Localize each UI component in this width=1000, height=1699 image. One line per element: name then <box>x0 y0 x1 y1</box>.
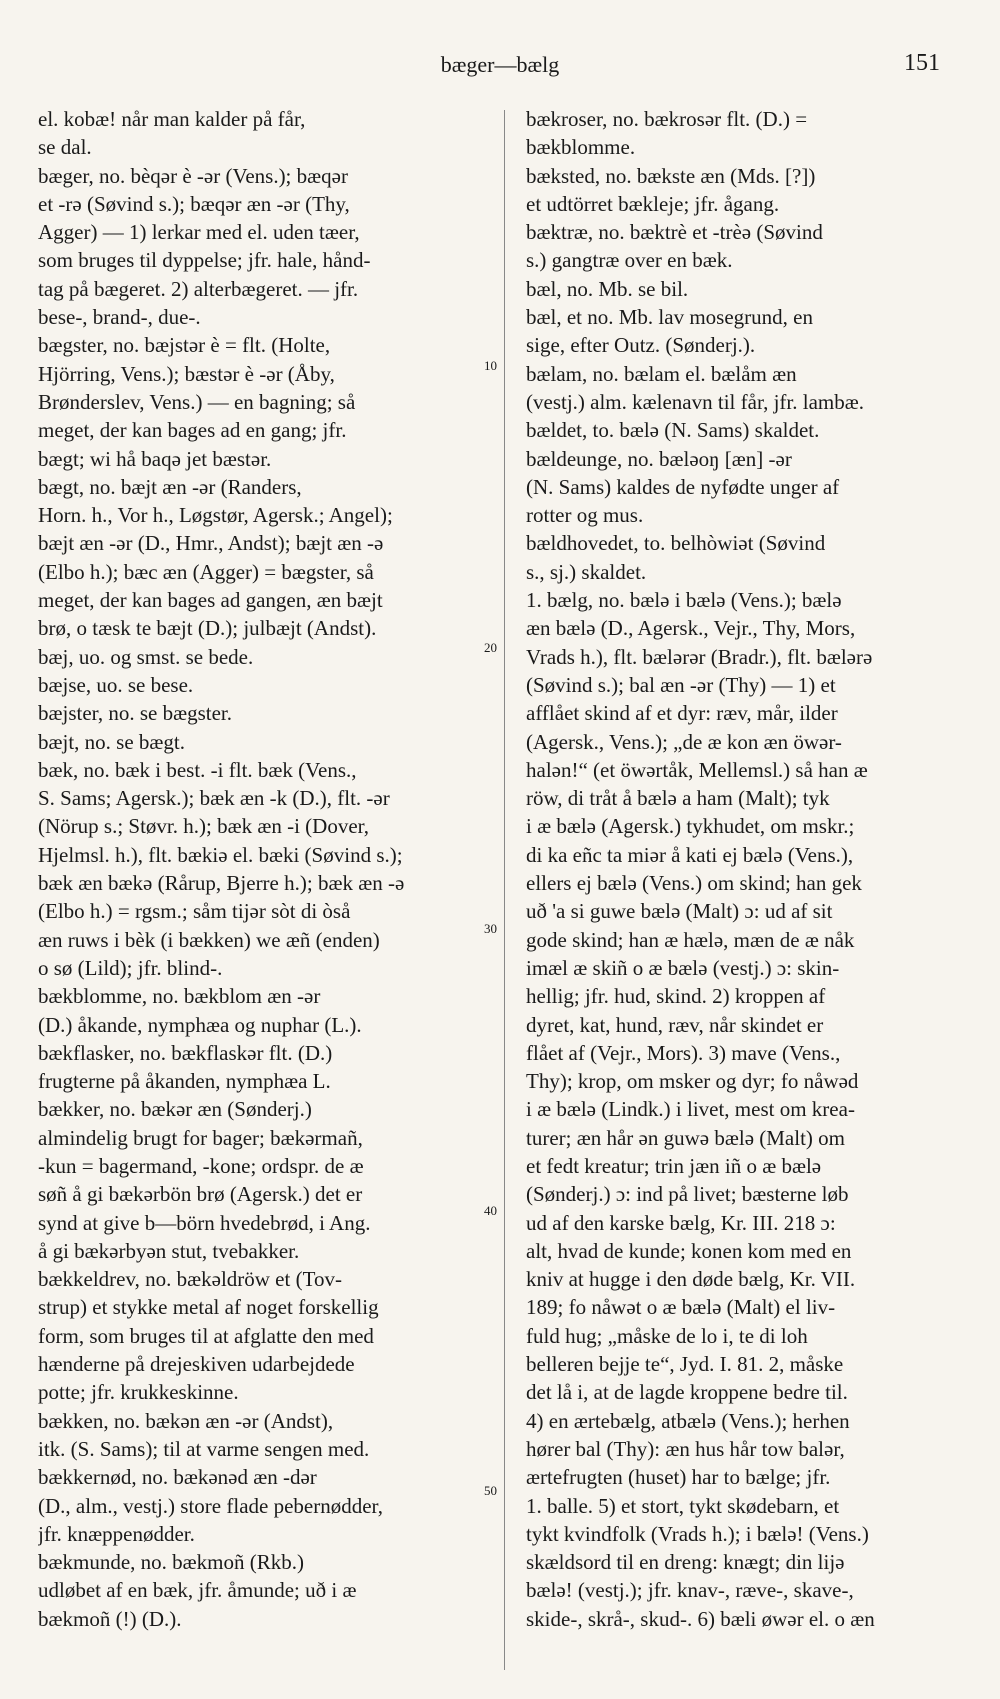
text-line: bæjster, no. se bægster. <box>38 701 232 726</box>
text-line: bæger, no. bèqər è -ər (Vens.); bæqər <box>38 163 348 188</box>
text-line: (Elbo h.) = rgsm.; såm tijər sòt di òså <box>38 899 351 924</box>
text-line: (Nörup s.; Støvr. h.); bæk æn -i (Dover, <box>38 814 370 839</box>
text-line: i æ bælə (Lindk.) i livet, mest om krea- <box>526 1097 855 1122</box>
text-line: (Agersk., Vens.); „de æ kon æn öwər- <box>526 729 842 754</box>
text-line: kniv at hugge i den døde bælg, Kr. VII. <box>526 1267 856 1292</box>
text-line: bælə! (vestj.); jfr. knav-, ræve-, skave-, <box>526 1578 854 1603</box>
text-line: bækblomme, no. bækblom æn -ər <box>38 984 321 1009</box>
text-line: bæl, et no. Mb. lav mosegrund, en <box>526 305 813 330</box>
text-line: bese-, brand-, due-. <box>38 305 201 330</box>
text-line: hænderne på drejeskiven udarbejdede <box>38 1352 355 1377</box>
running-head: bæger—bælg <box>440 52 560 77</box>
text-line: almindelig brugt for bager; bækərmañ, <box>38 1125 363 1150</box>
text-line: halən!“ (et öwərtåk, Mellemsl.) så han æ <box>526 757 868 782</box>
page-number: 151 <box>904 50 940 76</box>
text-line: (Søvind s.); bal æn -ər (Thy) — 1) et <box>526 672 836 697</box>
text-line: bæjt, no. se bægt. <box>38 729 186 754</box>
text-line: meget, der kan bages ad gangen, æn bæjt <box>38 588 383 613</box>
text-line: bægt, no. bæjt æn -ər (Randers, <box>38 474 302 499</box>
text-line: bæj, uo. og smst. se bede. <box>38 644 254 669</box>
text-line: se dal. <box>38 135 92 160</box>
text-line: skældsord til en dreng: knægt; din lijə <box>526 1550 845 1575</box>
text-line: tykt kvindfolk (Vrads h.); i bælə! (Vens.) <box>526 1521 869 1546</box>
text-line: Hjelmsl. h.), flt. bækiə el. bæki (Søvind s.); <box>38 842 403 867</box>
text-line: bægt; wi hå baqə jet bæstər. <box>38 446 272 471</box>
text-line: form, som bruges til at afglatte den med <box>38 1323 374 1348</box>
text-line: belleren bejje te“, Jyd. I. 81. 2, måske <box>526 1352 844 1377</box>
text-line: synd at give b—börn hvedebrød, i Ang. <box>38 1210 371 1235</box>
text-line: 4) en ærtebælg, atbælə (Vens.); herhen <box>526 1408 850 1433</box>
line-number: 50 <box>484 1483 497 1498</box>
text-line: bæk æn bækə (Rårup, Bjerre h.); bæk æn -ə <box>38 871 405 896</box>
text-line: Thy); krop, om msker og dyr; fo nåwəd <box>526 1069 859 1094</box>
line-number: 40 <box>484 1203 497 1218</box>
text-line: 1. balle. 5) et stort, tykt skødebarn, et <box>526 1493 840 1518</box>
text-line: Brønderslev, Vens.) — en bagning; så <box>38 389 356 414</box>
text-line: bækken, no. bækən æn -ər (Andst), <box>38 1408 334 1433</box>
text-line: bæktræ, no. bæktrè et -trèə (Søvind <box>526 220 823 245</box>
text-line: itk. (S. Sams); til at varme sengen med. <box>38 1436 370 1461</box>
text-line: et udtörret bækleje; jfr. ågang. <box>526 191 780 216</box>
text-line: (vestj.) alm. kælenavn til får, jfr. lambæ. <box>526 389 864 414</box>
text-line: bækblomme. <box>526 135 636 160</box>
text-line: bæl, no. Mb. se bil. <box>526 276 689 301</box>
text-line: fuld hug; „måske de lo i, te di loh <box>526 1323 808 1348</box>
text-line: -kun = bagermand, -kone; ordspr. de æ <box>38 1153 364 1178</box>
text-line: 189; fo nåwət o æ bælə (Malt) el liv- <box>526 1295 836 1320</box>
text-line: Hjörring, Vens.); bæstər è -ər (Åby, <box>38 361 335 386</box>
text-line: ærtefrugten (huset) har to bælge; jfr. <box>526 1465 831 1490</box>
text-line: bækkeldrev, no. bækəldröw et (Tov- <box>38 1267 342 1292</box>
text-line: bæksted, no. bækste æn (Mds. [?]) <box>526 163 816 188</box>
text-line: Horn. h., Vor h., Løgstør, Agersk.; Angel); <box>38 503 393 528</box>
text-line: di ka eñc ta miər å kati ej bælə (Vens.), <box>526 842 854 867</box>
text-line: søñ å gi bækərbön brø (Agersk.) det er <box>38 1182 363 1207</box>
text-line: s.) gangtræ over en bæk. <box>526 248 733 273</box>
text-line: s., sj.) skaldet. <box>526 559 647 584</box>
text-line: meget, der kan bages ad en gang; jfr. <box>38 418 347 443</box>
text-line: tag på bægeret. 2) alterbægeret. — jfr. <box>38 276 359 301</box>
text-line: å gi bækərbyən stut, tvebakker. <box>38 1238 300 1263</box>
text-line: bækflasker, no. bækflaskər flt. (D.) <box>38 1040 333 1065</box>
text-line: (D.) åkande, nymphæa og nuphar (L.). <box>38 1012 362 1037</box>
text-line: röw, di tråt å bælə a ham (Malt); tyk <box>526 786 830 811</box>
text-line: hører bal (Thy): æn hus hår tow balər, <box>526 1436 845 1461</box>
line-number: 30 <box>484 921 497 936</box>
text-line: flået af (Vejr., Mors). 3) mave (Vens., <box>526 1040 841 1065</box>
text-line: bældhovedet, to. belhòwiət (Søvind <box>526 531 826 556</box>
text-line: Vrads h.), flt. bælərər (Bradr.), flt. bælərə <box>526 644 873 669</box>
text-line: æn bælə (D., Agersk., Vejr., Thy, Mors, <box>526 616 856 641</box>
right-column <box>526 105 968 1633</box>
text-line: gode skind; han æ hælə, mæn de æ nåk <box>526 927 855 952</box>
text-line: 1. bælg, no. bælə i bælə (Vens.); bælə <box>526 588 842 613</box>
text-line: bækkernød, no. bækənəd æn -dər <box>38 1465 317 1490</box>
text-line: skide-, skrå-, skud-. 6) bæli øwər el. o æn <box>526 1606 875 1631</box>
text-line: (Elbo h.); bæc æn (Agger) = bægster, så <box>38 559 374 584</box>
text-line: bæk, no. bæk i best. -i flt. bæk (Vens., <box>38 757 357 782</box>
text-line: et fedt kreatur; trin jæn iñ o æ bælə <box>526 1153 822 1178</box>
text-line: strup) et stykke metal af noget forskellig <box>38 1295 379 1320</box>
text-line: i æ bælə (Agersk.) tykhudet, om mskr.; <box>526 814 855 839</box>
line-number: 20 <box>484 640 497 655</box>
left-column <box>38 105 488 1633</box>
text-line: S. Sams; Agersk.); bæk æn -k (D.), flt. -ər <box>38 786 390 811</box>
text-line: rotter og mus. <box>526 503 644 528</box>
text-line: (N. Sams) kaldes de nyfødte unger af <box>526 474 840 499</box>
text-line: turer; æn hår ən guwə bælə (Malt) om <box>526 1125 845 1150</box>
text-line: ellers ej bælə (Vens.) om skind; han gek <box>526 871 862 896</box>
text-line: alt, hvad de kunde; konen kom med en <box>526 1238 852 1263</box>
text-line: æn ruws i bèk (i bækken) we æñ (enden) <box>38 927 380 952</box>
text-line: bæjse, uo. se bese. <box>38 672 194 697</box>
text-line: (D., alm., vestj.) store flade pebernødder, <box>38 1493 383 1518</box>
text-line: bækker, no. bækər æn (Sønderj.) <box>38 1097 312 1122</box>
text-line: hellig; jfr. hud, skind. 2) kroppen af <box>526 984 826 1009</box>
text-line: dyret, kat, hund, ræv, når skindet er <box>526 1012 824 1037</box>
text-line: imæl æ skiñ o æ bælə (vestj.) ɔ: skin- <box>526 955 840 980</box>
text-line: et -rə (Søvind s.); bæqər æn -ər (Thy, <box>38 191 350 216</box>
text-line: frugterne på åkanden, nymphæa L. <box>38 1069 331 1094</box>
text-line: bækmoñ (!) (D.). <box>38 1606 182 1631</box>
line-number: 10 <box>484 358 497 373</box>
text-line: el. kobæ! når man kalder på får, <box>38 107 306 131</box>
text-line: udløbet af en bæk, jfr. åmunde; uð i æ <box>38 1578 357 1603</box>
text-line: bælam, no. bælam el. bælåm æn <box>526 361 797 386</box>
text-line: brø, o tæsk te bæjt (D.); julbæjt (Andst). <box>38 616 377 641</box>
text-line: (Sønderj.) ɔ: ind på livet; bæsterne løb <box>526 1182 849 1207</box>
text-line: potte; jfr. krukkeskinne. <box>38 1380 239 1405</box>
text-line: Agger) — 1) lerkar med el. uden tæer, <box>38 220 360 245</box>
text-line: uð 'a si guwe bælə (Malt) ɔ: ud af sit <box>526 899 833 924</box>
text-line: ud af den karske bælg, Kr. III. 218 ɔ: <box>526 1210 836 1235</box>
text-line: o sø (Lild); jfr. blind-. <box>38 955 223 980</box>
text-line: bældet, to. bælə (N. Sams) skaldet. <box>526 418 820 443</box>
text-line: det lå i, at de lagde kroppene bedre til. <box>526 1380 848 1405</box>
text-line: jfr. knæppenødder. <box>38 1521 195 1546</box>
text-line: bæjt æn -ər (D., Hmr., Andst); bæjt æn -ə <box>38 531 384 556</box>
column-divider <box>504 110 505 1670</box>
text-line: bækroser, no. bækrosər flt. (D.) = <box>526 107 808 131</box>
text-line: bældeunge, no. bæləoŋ [æn] -ər <box>526 446 792 471</box>
text-line: sige, efter Outz. (Sønderj.). <box>526 333 756 358</box>
text-line: afflået skind af et dyr: ræv, mår, ilder <box>526 701 838 726</box>
text-line: bægster, no. bæjstər è = flt. (Holte, <box>38 333 331 358</box>
text-line: bækmunde, no. bækmoñ (Rkb.) <box>38 1550 304 1575</box>
text-line: som bruges til dyppelse; jfr. hale, hånd- <box>38 248 371 273</box>
